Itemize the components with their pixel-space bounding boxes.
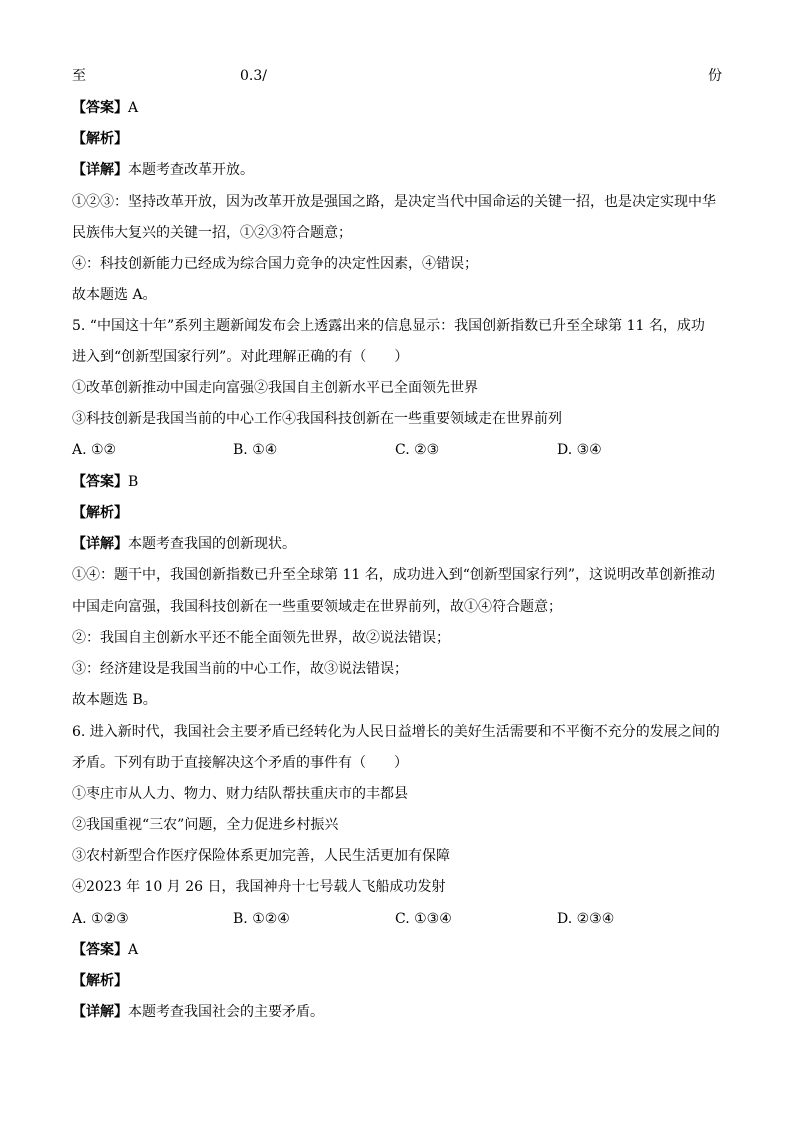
q5-explain-3: ②：我国自主创新水平还不能全面领先世界，故②说法错误； bbox=[72, 630, 450, 646]
detail-label: 【详解】 bbox=[72, 162, 128, 178]
q5-option-line-2: ③科技创新是我国当前的中心工作④我国科技创新在一些重要领域走在世界前列 bbox=[72, 411, 562, 427]
q4-analysis-label: 【解析】 bbox=[72, 131, 128, 147]
answer-value: B bbox=[128, 474, 139, 490]
q4-answer bbox=[72, 98, 138, 118]
q5-explain-1: ①④：题干中，我国创新指数已升至全球第 11 名，成功进入到“创新型国家行列”，这说明改革创新推动 bbox=[72, 567, 716, 583]
q6-detail bbox=[72, 1002, 324, 1022]
detail-label: 【详解】 bbox=[72, 536, 128, 552]
answer-label: 【答案】 bbox=[72, 942, 128, 958]
fragment-mid: 0.3/ bbox=[240, 68, 267, 84]
q5-analysis-label: 【解析】 bbox=[72, 505, 128, 521]
q6-stem-2: 矛盾。下列有助于直接解决这个矛盾的事件有（ ） bbox=[72, 755, 408, 771]
answer-label: 【答案】 bbox=[72, 100, 128, 116]
q6-choice-a: A. ①②③ bbox=[72, 911, 129, 927]
q6-choice-b: B. ①②④ bbox=[233, 911, 290, 927]
q6-answer bbox=[72, 940, 138, 960]
q5-conclusion: 故本题选 B。 bbox=[72, 692, 157, 708]
q5-choice-a: A. ①② bbox=[72, 442, 117, 458]
detail-label: 【详解】 bbox=[72, 1004, 128, 1020]
detail-text: 本题考查改革开放。 bbox=[128, 162, 254, 178]
q5-answer bbox=[72, 472, 138, 492]
q6-stem-1: 6. 进入新时代，我国社会主要矛盾已经转化为人民日益增长的美好生活需要和不平衡不充分的发展之间的 bbox=[72, 724, 720, 740]
answer-label: 【答案】 bbox=[72, 474, 128, 490]
q5-choice-d: D. ③④ bbox=[557, 442, 602, 458]
q4-explain-2: 民族伟大复兴的关键一招，①②③符合题意； bbox=[72, 225, 352, 241]
q5-choice-c: C. ②③ bbox=[395, 442, 440, 458]
q6-choice-d: D. ②③④ bbox=[557, 911, 615, 927]
q6-option-1: ①枣庄市从人力、物力、财力结队帮扶重庆市的丰都县 bbox=[72, 786, 408, 802]
q5-detail bbox=[72, 534, 296, 554]
q6-choice-c: C. ①③④ bbox=[395, 911, 452, 927]
q4-conclusion: 故本题选 A。 bbox=[72, 287, 157, 303]
answer-value: A bbox=[128, 100, 139, 116]
detail-text: 本题考查我国社会的主要矛盾。 bbox=[128, 1004, 324, 1020]
q5-stem-1: 5. “中国这十年”系列主题新闻发布会上透露出来的信息显示：我国创新指数已升至全球第 11 名，成功 bbox=[72, 318, 705, 334]
q6-option-4: ④2023 年 10 月 26 日，我国神舟十七号载人飞船成功发射 bbox=[72, 879, 446, 895]
q5-explain-4: ③：经济建设是我国当前的中心工作，故③说法错误； bbox=[72, 661, 408, 677]
q4-explain-3: ④：科技创新能力已经成为综合国力竞争的决定性因素，④错误； bbox=[72, 256, 478, 272]
q5-explain-2: 中国走向富强，我国科技创新在一些重要领域走在世界前列，故①④符合题意； bbox=[72, 599, 562, 615]
q5-choice-b: B. ①④ bbox=[233, 442, 278, 458]
q5-option-line-1: ①改革创新推动中国走向富强②我国自主创新水平已全面领先世界 bbox=[72, 380, 478, 396]
fragment-right: 份 bbox=[708, 68, 722, 84]
answer-value: A bbox=[128, 942, 139, 958]
q6-option-2: ②我国重视“三农”问题，全力促进乡村振兴 bbox=[72, 817, 339, 833]
header-fragment-line bbox=[72, 66, 722, 86]
q6-analysis-label: 【解析】 bbox=[72, 973, 128, 989]
q4-explain-1: ①②③：坚持改革开放，因为改革开放是强国之路，是决定当代中国命运的关键一招，也是决定实现中华 bbox=[72, 194, 716, 210]
q4-detail bbox=[72, 160, 254, 180]
q6-option-3: ③农村新型合作医疗保险体系更加完善，人民生活更加有保障 bbox=[72, 848, 450, 864]
fragment-left: 至 bbox=[72, 68, 86, 84]
q5-stem-2: 进入到“创新型国家行列”。对此理解正确的有（ ） bbox=[72, 349, 409, 365]
detail-text: 本题考查我国的创新现状。 bbox=[128, 536, 296, 552]
